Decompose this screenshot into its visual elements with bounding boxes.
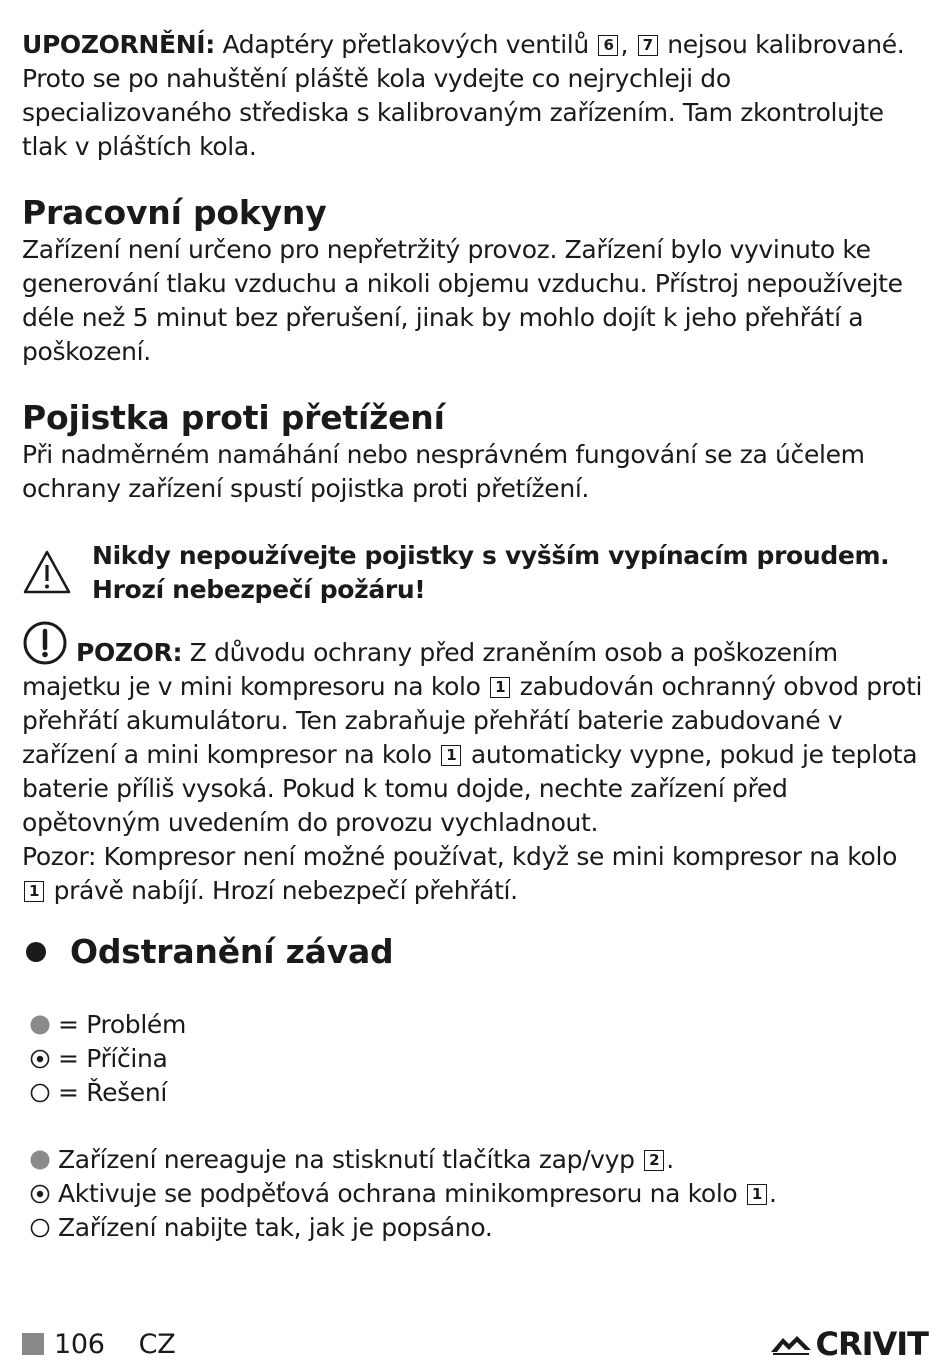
brand-name: CRIVIT: [815, 1325, 928, 1363]
ref-box: 2: [644, 1150, 664, 1171]
ref-box: 1: [490, 677, 510, 698]
page-footer: [22, 1326, 928, 1362]
caution-paragraph-2: Pozor: Kompresor není možné používat, když se mini kompresor na kolo 1 právě nabíjí. Hrozí nebezpečí přehřátí.: [22, 842, 898, 905]
work-paragraph: Zařízení není určeno pro nepřetržitý provoz. Zařízení bylo vyvinuto ke generování tlaku vzduchu a nikoli objemu vzduchu. Přístroj nepoužívejte déle než 5 minut bez přerušení, jinak by mohlo dojít k jeho přehřátí a poškození.: [22, 235, 903, 366]
fuse-paragraph: Při nadměrném namáhání nebo nesprávném fungování se za účelem ochrany zařízení spustí pojistka proti přetížení.: [22, 440, 865, 503]
exclamation-circle-icon: [22, 620, 68, 666]
crivit-swoosh-icon: [769, 1332, 813, 1356]
cause-item: Aktivuje se podpěťová ochrana minikompresoru na kolo 1 .: [22, 1177, 928, 1211]
legend: [22, 1008, 928, 1110]
problem-item: Zařízení nereaguje na stisknutí tlačítka zap/vyp 2 .: [22, 1143, 928, 1177]
empty-circle-icon: [30, 1083, 50, 1103]
empty-circle-icon: [30, 1218, 50, 1238]
dotted-circle-icon: [30, 1184, 50, 1204]
page-content: [22, 28, 928, 1245]
ref-box: 1: [747, 1184, 767, 1205]
warning-line-2: Hrozí nebezpečí požáru!: [92, 575, 426, 604]
troubleshooting-heading: Odstranění závad: [70, 932, 394, 971]
notice-paragraph: UPOZORNĚNÍ: Adaptéry přetlakových ventilů 6 , 7 nejsou kalibrované. Proto se po nahuštění pláště kola vydejte co nejrychleji do specializovaného střediska s kalibrovaným zařízením. Tam zkontrolujte tlak v pláštích kola.: [22, 30, 905, 161]
page-number: 106: [54, 1328, 105, 1360]
work-heading: Pracovní pokyny: [22, 193, 327, 232]
warning-line-1: Nikdy nepoužívejte pojistky s vyšším vypínacím proudem.: [92, 541, 890, 570]
ref-box: 1: [24, 881, 44, 902]
notice-label: UPOZORNĚNÍ:: [22, 30, 215, 59]
filled-circle-icon: [30, 1150, 50, 1170]
warning-block: [22, 539, 928, 607]
legend-item: = Řešení: [22, 1076, 928, 1110]
solution-item: Zařízení nabijte tak, jak je popsáno.: [22, 1211, 928, 1245]
filled-circle-icon: [30, 1015, 50, 1035]
ref-box: 6: [598, 35, 618, 56]
legend-item: = Problém: [22, 1008, 928, 1042]
bullet-icon: [26, 942, 46, 962]
footer-square-icon: [22, 1333, 44, 1355]
caution-paragraph: POZOR: Z důvodu ochrany před zraněním osob a poškozením majetku je v mini kompresoru na kolo 1 zabudován ochranný obvod proti přehřátí akumulátoru. Ten zabraňuje přehřátí baterie zabudované v zařízení a mini kompresor na kolo 1 automaticky vypne, pokud je teplota baterie příliš vysoká. Pokud k tomu dojde, nechte zařízení před opětovným uvedením do provozu vychladnout.: [22, 620, 928, 840]
troubleshooting-heading-row: [22, 932, 928, 972]
fuse-heading: Pojistka proti přetížení: [22, 398, 445, 437]
language-code: CZ: [138, 1328, 176, 1360]
ref-box: 1: [441, 745, 461, 766]
dotted-circle-icon: [30, 1049, 50, 1069]
warning-triangle-icon: [22, 549, 72, 595]
legend-item: = Příčina: [22, 1042, 928, 1076]
caution-label: POZOR:: [76, 638, 183, 667]
brand-logo: [769, 1325, 928, 1363]
ref-box: 7: [638, 35, 658, 56]
troubleshooting-list: [22, 1143, 928, 1245]
